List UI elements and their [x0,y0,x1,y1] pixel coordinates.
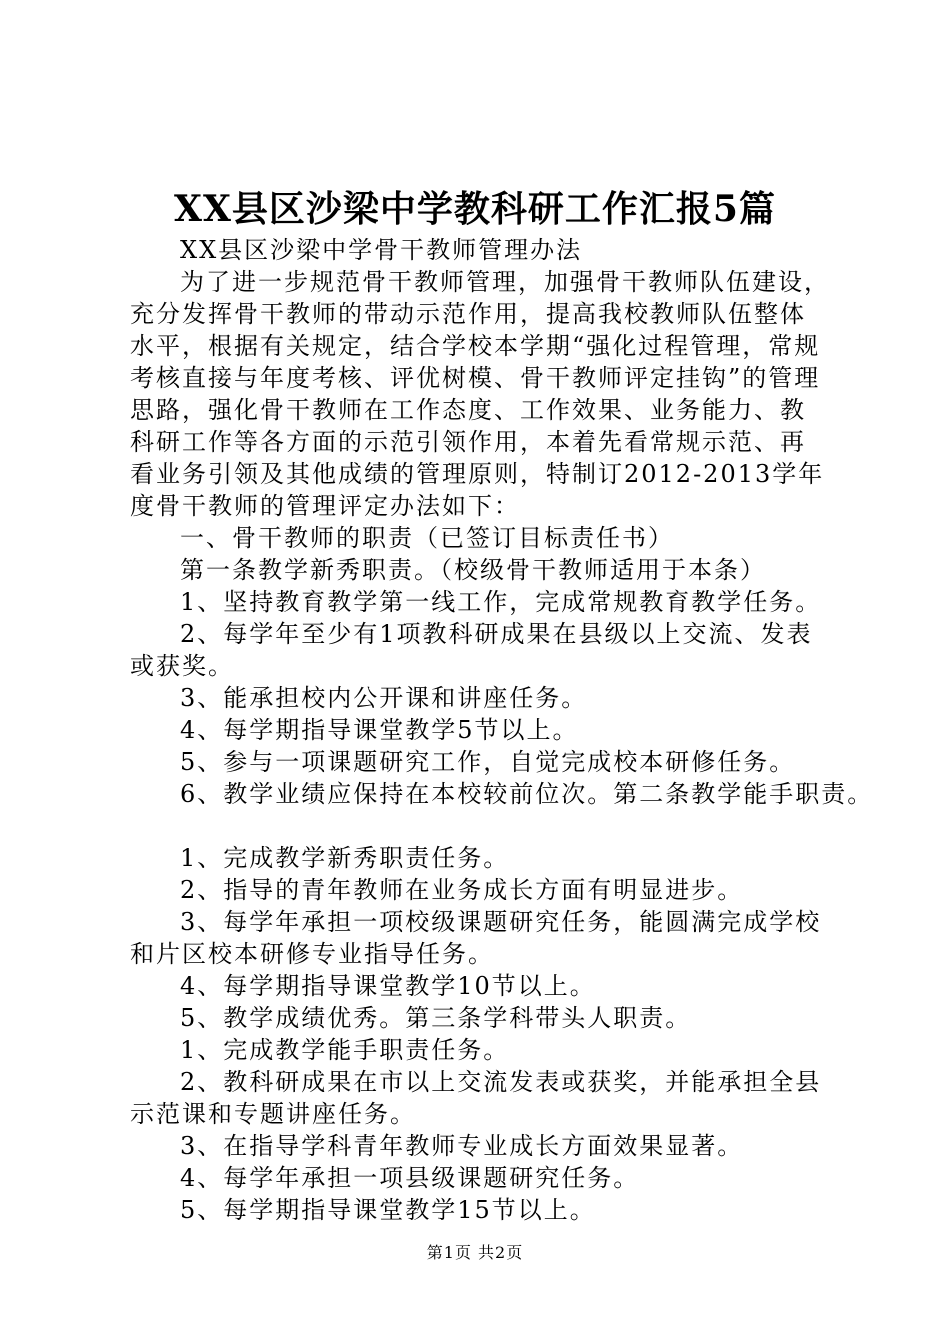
list-item: 4、每学年承担一项县级课题研究任务。 [180,1164,640,1192]
list-item: 4、每学期指导课堂教学5节以上。 [180,716,579,744]
list-item: 2、指导的青年教师在业务成长方面有明显进步。 [180,876,744,904]
list-item: 2、每学年至少有1项教科研成果在县级以上交流、发表或获奖。 [130,620,813,680]
list-item: 5、参与一项课题研究工作，自觉完成校本研修任务。 [180,748,796,776]
list-item: 3、在指导学科青年教师专业成长方面效果显著。 [180,1132,744,1160]
list-item: 3、每学年承担一项校级课题研究任务，能圆满完成学校和片区校本研修专业指导任务。 [130,908,822,968]
list-item: 4、每学期指导课堂教学10节以上。 [180,972,596,1000]
blank-line [130,810,830,842]
list-item: 5、教学成绩优秀。第三条学科带头人职责。 [180,1004,692,1032]
paragraph-article-one: 第一条教学新秀职责。（校级骨干教师适用于本条） [180,556,766,584]
list-item: 5、每学期指导课堂教学15节以上。 [180,1196,596,1224]
paragraph-intro: 为了进一步规范骨干教师管理，加强骨干教师队伍建设，充分发挥骨干教师的带动示范作用，提高我校教师队伍整体水平，根据有关规定，结合学校本学期“强化过程管理，常规考核直接与年度考核、评优树模、骨干教师评定挂钩”的管理思路，强化骨干教师在工作态度、工作效果、业务能力、教科研工作等各方面的示范引领作用，本着先看常规示范、再看业务引领及其他成绩的管理原则，特制订2012-2013学年度骨干教师的管理评定办法如下： [130,268,830,520]
paragraph-heading: XX县区沙梁中学骨干教师管理办法 [180,236,583,264]
list-item: 1、完成教学能手职责任务。 [180,1036,510,1064]
list-item: 3、能承担校内公开课和讲座任务。 [180,684,588,712]
list-item: 1、坚持教育教学第一线工作，完成常规教育教学任务。 [180,588,822,616]
document-title: XX县区沙梁中学教科研工作汇报5篇 [174,188,776,230]
list-item: 6、教学业绩应保持在本校较前位次。第二条教学能手职责。 [180,780,874,808]
list-item: 2、教科研成果在市以上交流发表或获奖，并能承担全县示范课和专题讲座任务。 [130,1068,822,1128]
paragraph-section-one: 一、骨干教师的职责（已签订目标责任书） [180,524,674,552]
document-body [130,234,874,1226]
page-footer: 第1页 共2页 [426,1243,524,1262]
list-item: 1、完成教学新秀职责任务。 [180,844,510,872]
